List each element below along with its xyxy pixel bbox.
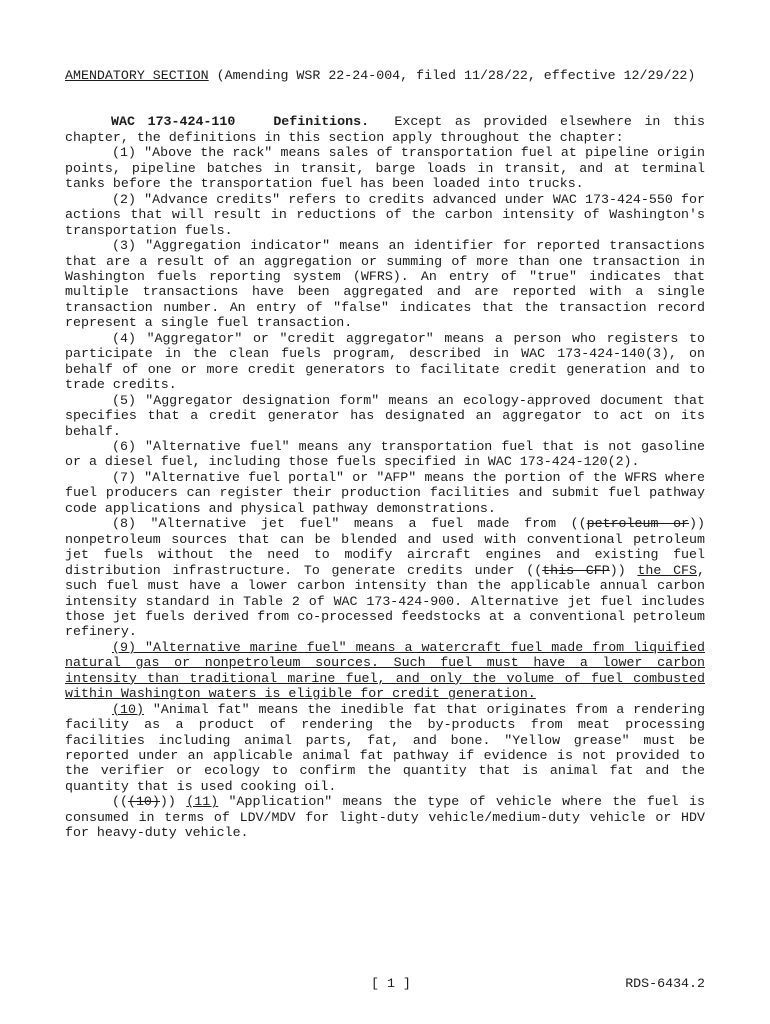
- amendatory-header: [65, 68, 705, 83]
- document-page: [65, 68, 705, 841]
- document-code: RDS-6434.2: [625, 976, 705, 991]
- definition-11-text: "Application" means the type of vehicle where the fuel is consumed in terms of LDV/MDV for light-duty vehicle/medium-duty vehicle or HDV for heavy-duty vehicle.: [65, 794, 705, 841]
- definition-6: (6) "Alternative fuel" means any transportation fuel that is not gasoline or a diesel fuel, including those fuels specified in WAC 173-424-120(2).: [65, 438, 705, 470]
- definition-9: [65, 640, 705, 702]
- definition-8: [65, 516, 705, 640]
- deletion-open: ((: [112, 794, 128, 810]
- definition-8-part-d: , such fuel must have a lower carbon intensity than the applicable annual carbon intensity standard in Table 2 of WAC 173-424-900. Alternative jet fuel includes those jet fuels derived from co-processed feedstocks at a conventional petroleum refinery.: [65, 562, 705, 640]
- amendatory-text: (Amending WSR 22-24-004, filed 11/28/22, effective 12/29/22): [208, 68, 696, 83]
- definition-5: (5) "Aggregator designation form" means an ecology-approved document that specifies that a credit generator has designated an aggregator to act on its behalf.: [65, 392, 705, 439]
- definition-7: (7) "Alternative fuel portal" or "AFP" means the portion of the WFRS where fuel producers can register their production facilities and submit fuel pathway code applications and physical pathway demonstrations.: [65, 469, 705, 516]
- inserted-text: the CFS: [637, 562, 698, 578]
- inserted-definition: (9) "Alternative marine fuel" means a watercraft fuel made from liquified natural gas or nonpetroleum sources. Such fuel must have a lower carbon intensity than traditional marine fuel, and only the volume of fuel combusted within Washington waters is eligible for credit generation.: [65, 639, 705, 702]
- definition-3: (3) "Aggregation indicator" means an identifier for reported transactions that are a result of an aggregation or summing of more than one transaction in Washington fuels reporting system (WFRS). An entry of "true" indicates that multiple transactions have been aggregated and are reported with a single transaction number. An entry of "false" indicates that the transaction record represent a single fuel transaction.: [65, 238, 705, 331]
- section-intro: [65, 114, 705, 145]
- inserted-number: (10): [112, 701, 144, 717]
- section-heading: Definitions.: [273, 114, 370, 130]
- inserted-number: (11): [186, 794, 219, 810]
- deleted-text: petroleum or: [586, 516, 690, 532]
- deletion-close: )): [159, 794, 176, 810]
- amendatory-label: AMENDATORY SECTION: [65, 68, 209, 83]
- page-footer: [65, 976, 705, 992]
- definition-1: (1) "Above the rack" means sales of transportation fuel at pipeline origin points, pipeline batches in transit, barge loads in transit, and at terminal tanks before the transportation fuel has been loaded into trucks.: [65, 145, 705, 192]
- deleted-number: (10): [127, 794, 160, 810]
- definition-8-part-a: (8) "Alternative jet fuel" means a fuel made from ((: [112, 516, 587, 532]
- section-code: WAC 173-424-110: [111, 114, 236, 130]
- definition-2: (2) "Advance credits" refers to credits advanced under WAC 173-424-550 for actions that will result in reductions of the carbon intensity of Washington's transportation fuels.: [65, 191, 705, 238]
- definition-4: (4) "Aggregator" or "credit aggregator" means a person who registers to participate in the clean fuels program, described in WAC 173-424-140(3), on behalf of one or more credit generators to facilitate credit generation and to trade credits.: [65, 330, 705, 393]
- definition-8-part-b: )) nonpetroleum sources that can be blended and used with conventional petroleum jet fuels without the need to modify aircraft engines and existing fuel distribution infrastructure. To generate credits under ((: [65, 516, 705, 578]
- definition-8-part-c: )): [609, 562, 638, 578]
- deleted-text: this CFP: [542, 562, 610, 578]
- page-number: [ 1 ]: [371, 976, 411, 991]
- definition-11: [65, 794, 705, 840]
- section-intro-text: Except as provided elsewhere in this chapter, the definitions in this section apply throughout the chapter:: [65, 114, 705, 145]
- definition-10: [65, 702, 705, 795]
- definition-10-text: "Animal fat" means the inedible fat that originates from a rendering facility as a product of rendering the by-products from meat processing facilities including animal parts, fat, and bone. "Yellow grease" must be reported under an applicable animal fat pathway if evidence is not provided to the verifier or ecology to confirm the quantity that is animal fat and the quantity that is used cooking oil.: [65, 701, 705, 794]
